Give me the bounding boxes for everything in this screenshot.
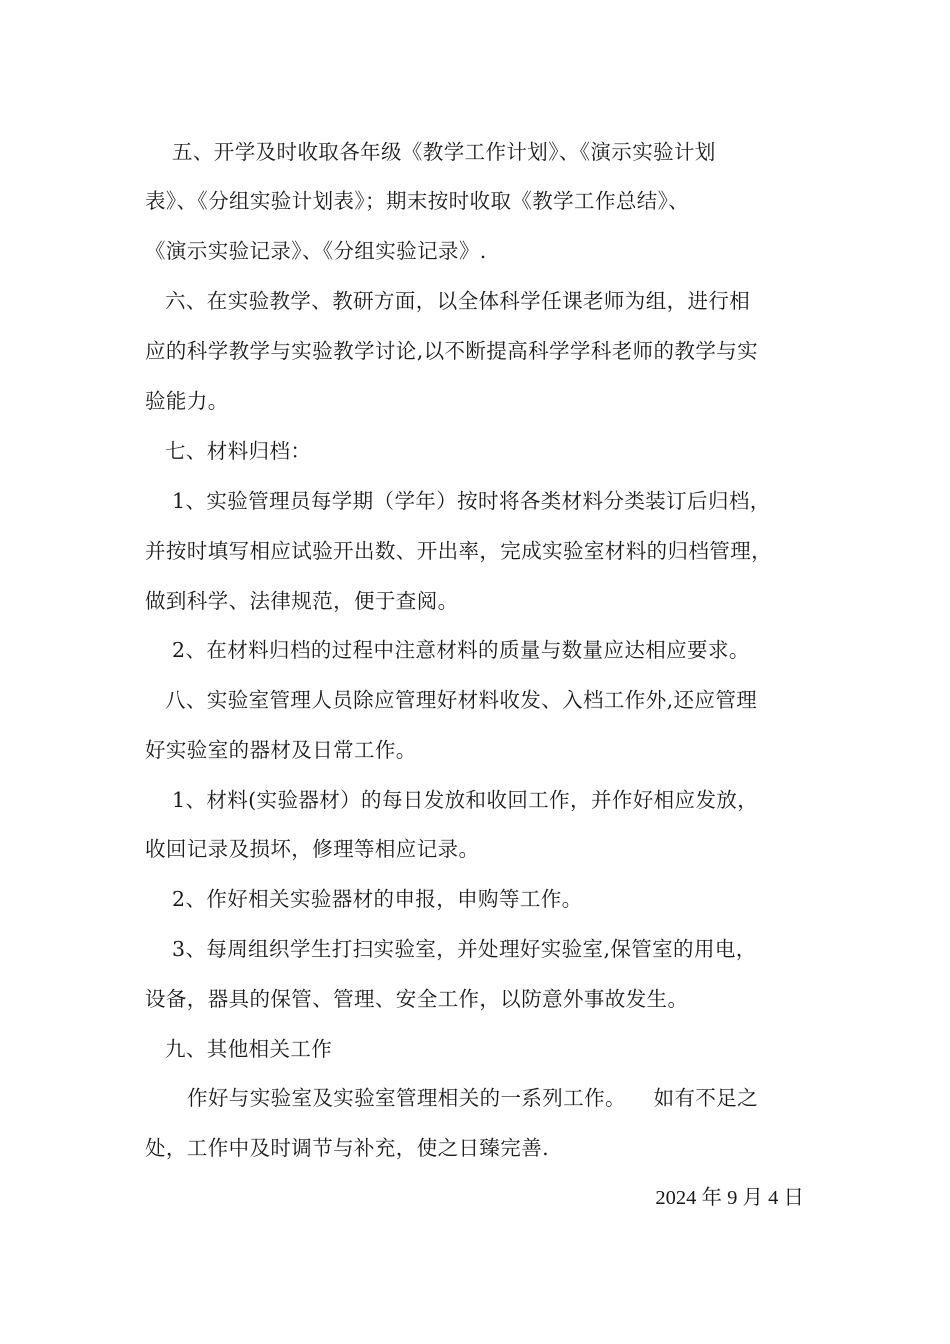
document-date: 2024 年 9 月 4 日	[655, 1187, 804, 1209]
item-8-3-line-1: 3、每周组织学生打扫实验室，并处理好实验室,保管室的用电，	[172, 937, 757, 961]
item-7-2: 2、在材料归档的过程中注意材料的质量与数量应达相应要求。	[172, 638, 750, 662]
paragraph-5-line-2: 表》、《分组实验计划表》；期末按时收取《教学工作总结》、	[145, 189, 690, 213]
paragraph-5-line-3: 《演示实验记录》、《分组实验记录》.	[145, 239, 487, 263]
item-7-1-line-2: 并按时填写相应试验开出数、开出率，完成实验室材料的归档管理，	[145, 539, 772, 563]
closing-line-1: 作好与实验室及实验室管理相关的一系列工作。 如有不足之	[187, 1086, 759, 1110]
closing-line-2: 处，工作中及时调节与补充，使之日臻完善.	[145, 1136, 550, 1160]
item-7-1-line-1: 1、实验管理员每学期（学年）按时将各类材料分类装订后归档，	[172, 489, 771, 513]
paragraph-6-line-1: 六、在实验教学、教研方面，以全体科学任课老师为组，进行相	[165, 289, 751, 313]
item-8-1-line-2: 收回记录及损坏，修理等相应记录。	[145, 837, 480, 861]
item-8-3-line-2: 设备，器具的保管、管理、安全工作，以防意外事故发生。	[145, 987, 689, 1011]
paragraph-5-line-1: 五、开学及时收取各年级《教学工作计划》、《演示实验计划	[172, 140, 716, 164]
section-8-line-1: 八、实验室管理人员除应管理好材料收发、入档工作外,还应管理	[165, 688, 758, 712]
section-9-heading: 九、其他相关工作	[165, 1037, 333, 1061]
section-8-line-2: 好实验室的器材及日常工作。	[145, 738, 417, 762]
section-7-heading: 七、材料归档：	[165, 439, 312, 463]
paragraph-6-line-3: 验能力。	[145, 389, 229, 413]
paragraph-6-line-2: 应的科学教学与实验教学讨论,以不断提高科学学科老师的教学与实	[145, 339, 759, 363]
item-8-1-line-1: 1、材料(实验器材）的每日发放和收回工作，并作好相应发放，	[172, 788, 759, 812]
item-8-2: 2、作好相关实验器材的申报，申购等工作。	[172, 887, 583, 911]
item-7-1-line-3: 做到科学、法律规范，便于查阅。	[145, 589, 459, 613]
